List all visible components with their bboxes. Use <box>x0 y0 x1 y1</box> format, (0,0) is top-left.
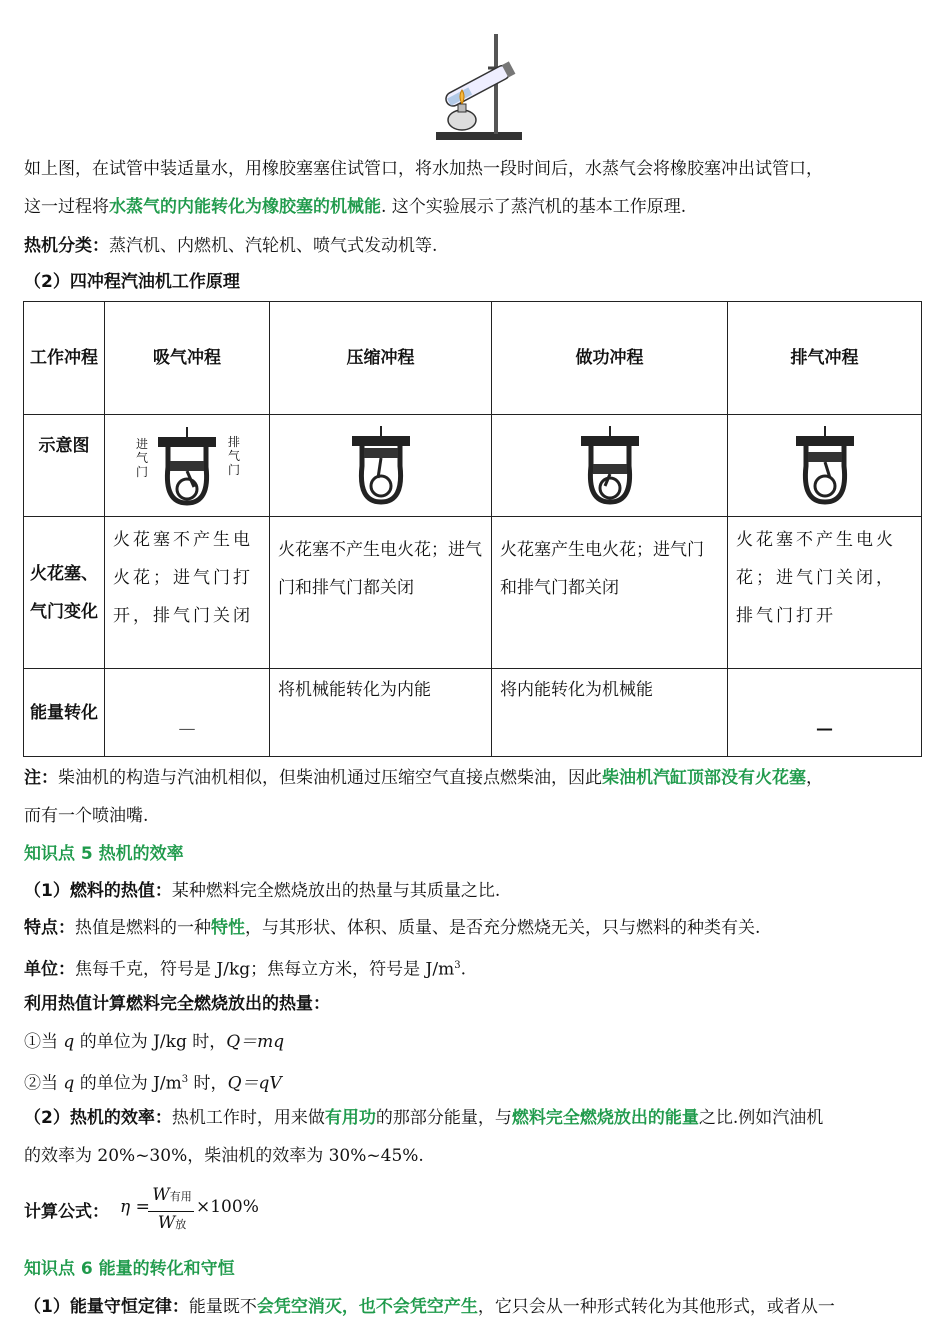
energy-exhaust: — <box>728 669 922 757</box>
highlight-energy-conversion: 水蒸气的内能转化为橡胶塞的机械能 <box>109 197 381 217</box>
diagram-compression <box>270 415 492 517</box>
case-mass: ①当 q 的单位为 J/kg 时，Q＝mq <box>24 1032 285 1052</box>
spark-intake: 火花塞不产生电火花；进气门打开，排气门关闭 <box>105 517 270 669</box>
row-label-diagram: 示意图 <box>24 415 105 517</box>
table-corner-header: 工作冲程 <box>24 302 105 415</box>
diagram-power <box>492 415 728 517</box>
header-compression-stroke: 压缩冲程 <box>270 302 492 415</box>
highlight-property: 特性 <box>211 918 245 938</box>
highlight-conservation: 会凭空消灭，也不会凭空产生 <box>256 1297 478 1317</box>
energy-compression: 将机械能转化为内能 <box>270 669 492 757</box>
highlight-total-energy: 燃料完全燃烧放出的能量 <box>511 1108 699 1128</box>
section-2-title: （2）四冲程汽油机工作原理 <box>24 272 240 292</box>
calc-heat-title: 利用热值计算燃料完全燃烧放出的热量： <box>24 994 330 1014</box>
row-label-energy: 能量转化 <box>24 669 105 757</box>
four-stroke-table <box>23 301 922 757</box>
engine-intake-icon <box>154 427 220 507</box>
engine-power-icon <box>577 426 643 506</box>
energy-power: 将内能转化为机械能 <box>492 669 728 757</box>
row-label-spark: 火花塞、气门变化 <box>24 517 105 669</box>
efficiency-formula: 计算公式： η = W有用 W放 ×100% <box>24 1185 259 1233</box>
paragraph-experiment: 如上图，在试管中装适量水，用橡胶塞塞住试管口，将水加热一段时间后，水蒸气会将橡胶塞冲出试管口， 这一过程将水蒸气的内能转化为橡胶塞的机械能. 这个实验展示了蒸汽机的基本工作原理. <box>24 159 823 217</box>
test-tube-heating-figure <box>432 30 527 142</box>
diagram-intake <box>105 415 270 517</box>
heat-value-unit: 单位：焦每千克，符号是 J/kg；焦每立方米，符号是 $J/m^3$. <box>24 959 466 980</box>
heat-value-feature: 特点：热值是燃料的一种特性，与其形状、体积、质量、是否充分燃烧无关，只与燃料的种类有关. <box>24 918 761 938</box>
heat-engine-types: 热机分类：蒸汽机、内燃机、汽轮机、喷气式发动机等. <box>24 236 438 256</box>
engine-compression-icon <box>348 426 414 506</box>
header-intake-stroke: 吸气冲程 <box>105 302 270 415</box>
knowledge-point-5-title: 知识点 5 热机的效率 <box>24 844 184 864</box>
spark-compression: 火花塞不产生电火花；进气门和排气门都关闭 <box>270 517 492 669</box>
spark-exhaust: 火花塞不产生电火花；进气门关闭，排气门打开 <box>728 517 922 669</box>
exhaust-valve-label: 排 气 门 <box>227 434 240 477</box>
highlight-no-spark-plug: 柴油机汽缸顶部没有火花塞 <box>602 768 806 788</box>
heat-value-definition: （1）燃料的热值：某种燃料完全燃烧放出的热量与其质量之比. <box>24 881 501 901</box>
intake-valve-label: 进 气 门 <box>136 436 149 479</box>
energy-intake: — <box>105 669 270 757</box>
header-power-stroke: 做功冲程 <box>492 302 728 415</box>
efficiency-definition: （2）热机的效率：热机工作时，用来做有用功的那部分能量，与燃料完全燃烧放出的能量之比.例如汽油机 的效率为 20%~30%，柴油机的效率为 30%~45%. <box>24 1108 824 1166</box>
knowledge-point-6-title: 知识点 6 能量的转化和守恒 <box>24 1259 235 1279</box>
engine-exhaust-icon <box>792 426 858 506</box>
header-exhaust-stroke: 排气冲程 <box>728 302 922 415</box>
energy-conservation-law: （1）能量守恒定律：能量既不会凭空消灭，也不会凭空产生，它只会从一种形式转化为其他形式，或者从一 <box>24 1297 835 1317</box>
highlight-useful-work: 有用功 <box>324 1108 376 1128</box>
spark-power: 火花塞产生电火花；进气门和排气门都关闭 <box>492 517 728 669</box>
diagram-exhaust <box>728 415 922 517</box>
diesel-note: 注：柴油机的构造与汽油机相似，但柴油机通过压缩空气直接点燃柴油，因此柴油机汽缸顶部没有火花塞， 而有一个喷油嘴. <box>24 768 823 826</box>
case-volume: ②当 q 的单位为 $J/m^3$ 时，Q＝qV <box>24 1073 282 1094</box>
